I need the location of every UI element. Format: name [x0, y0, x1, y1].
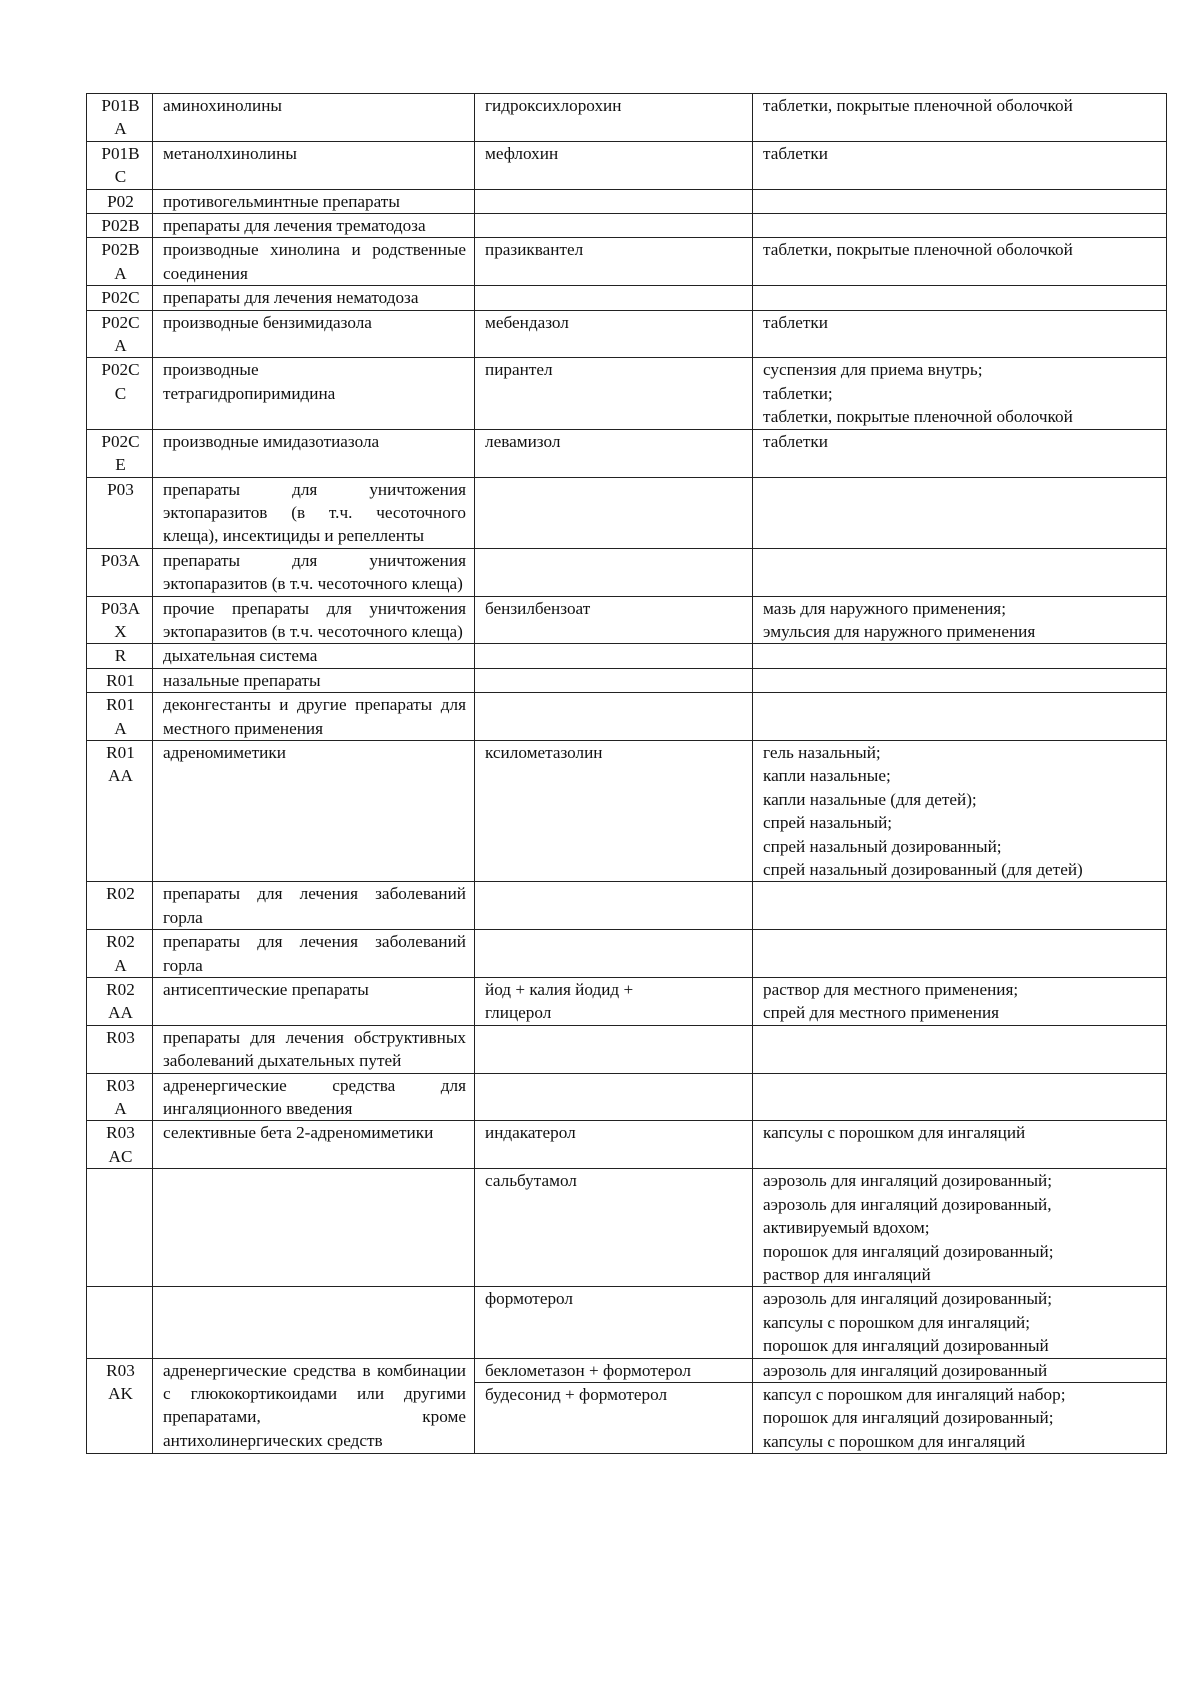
atc-code-cell: P02 — [87, 189, 153, 213]
table-row — [87, 214, 1167, 238]
drug-name-cell — [475, 882, 753, 930]
group-cell: адреномиметики — [153, 740, 475, 881]
dosage-form-cell: аэрозоль для ингаляций дозированный; капсулы с порошком для ингаляций; порошок для ингаляций дозированный — [753, 1287, 1167, 1358]
dosage-form-cell — [753, 693, 1167, 741]
drug-name-cell: индакатерол — [475, 1121, 753, 1169]
atc-code-cell: P02C A — [87, 310, 153, 358]
atc-code-cell: P02B A — [87, 238, 153, 286]
atc-code-cell: R03 — [87, 1025, 153, 1073]
drug-name-cell: мефлохин — [475, 141, 753, 189]
group-cell: производные тетрагидропиримидина — [153, 358, 475, 429]
table-row — [87, 1358, 1167, 1382]
drug-name-cell: бензилбензоат — [475, 596, 753, 644]
table-row — [87, 477, 1167, 548]
group-cell: аминохинолины — [153, 94, 475, 142]
atc-code-cell: R01 A — [87, 693, 153, 741]
drug-name-cell — [475, 548, 753, 596]
dosage-form-cell: капсулы с порошком для ингаляций — [753, 1121, 1167, 1169]
table-row — [87, 882, 1167, 930]
table-row — [87, 1287, 1167, 1358]
dosage-form-cell: таблетки — [753, 310, 1167, 358]
table-row — [87, 668, 1167, 692]
atc-code-cell: P03A — [87, 548, 153, 596]
drug-name-cell — [475, 644, 753, 668]
group-cell: препараты для лечения заболеваний горла — [153, 930, 475, 978]
atc-code-cell: R03 A — [87, 1073, 153, 1121]
drug-name-cell — [475, 214, 753, 238]
drug-name-cell: йод + калия йодид + глицерол — [475, 978, 753, 1026]
atc-code-cell: P03A X — [87, 596, 153, 644]
drug-name-cell: сальбутамол — [475, 1169, 753, 1287]
table-row — [87, 1169, 1167, 1287]
dosage-form-cell: аэрозоль для ингаляций дозированный — [753, 1358, 1167, 1382]
table-row — [87, 358, 1167, 429]
atc-code-cell: R01 — [87, 668, 153, 692]
group-cell: адренергические средства в комбинации с глюкокортикоидами или другими препаратами, кроме антихолинергических средств — [153, 1358, 475, 1454]
atc-code-cell: R02 A — [87, 930, 153, 978]
table-row — [87, 978, 1167, 1026]
drug-name-cell — [475, 1025, 753, 1073]
drug-name-cell: будесонид + формотерол — [475, 1382, 753, 1453]
table-row — [87, 740, 1167, 881]
atc-code-cell: R02 — [87, 882, 153, 930]
group-cell: прочие препараты для уничтожения эктопаразитов (в т.ч. чесоточного клеща) — [153, 596, 475, 644]
group-cell — [153, 1169, 475, 1287]
group-cell: препараты для лечения нематодоза — [153, 286, 475, 310]
table-row — [87, 94, 1167, 142]
group-cell: препараты для лечения заболеваний горла — [153, 882, 475, 930]
group-cell: антисептические препараты — [153, 978, 475, 1026]
dosage-form-cell — [753, 477, 1167, 548]
drug-name-cell — [475, 1073, 753, 1121]
drug-name-cell: мебендазол — [475, 310, 753, 358]
group-cell: производные бензимидазола — [153, 310, 475, 358]
drug-name-cell: ксилометазолин — [475, 740, 753, 881]
drug-name-cell: беклометазон + формотерол — [475, 1358, 753, 1382]
drug-name-cell — [475, 693, 753, 741]
dosage-form-cell — [753, 1025, 1167, 1073]
group-cell: производные имидазотиазола — [153, 429, 475, 477]
dosage-form-cell — [753, 286, 1167, 310]
atc-code-cell: P03 — [87, 477, 153, 548]
table-row — [87, 1121, 1167, 1169]
group-cell: препараты для уничтожения эктопаразитов (в т.ч. чесоточного клеща), инсектициды и репелленты — [153, 477, 475, 548]
dosage-form-cell — [753, 668, 1167, 692]
atc-code-cell: R — [87, 644, 153, 668]
dosage-form-cell — [753, 930, 1167, 978]
dosage-form-cell: таблетки, покрытые пленочной оболочкой — [753, 238, 1167, 286]
table-row — [87, 596, 1167, 644]
dosage-form-cell — [753, 548, 1167, 596]
group-cell: селективные бета 2-адреномиметики — [153, 1121, 475, 1169]
atc-code-cell: R03 AK — [87, 1358, 153, 1454]
group-cell: деконгестанты и другие препараты для местного применения — [153, 693, 475, 741]
atc-code-cell: P01B C — [87, 141, 153, 189]
dosage-form-cell: раствор для местного применения; спрей для местного применения — [753, 978, 1167, 1026]
dosage-form-cell: таблетки — [753, 141, 1167, 189]
atc-code-cell: R01 AA — [87, 740, 153, 881]
dosage-form-cell — [753, 189, 1167, 213]
group-cell: противогельминтные препараты — [153, 189, 475, 213]
drug-name-cell: формотерол — [475, 1287, 753, 1358]
table-row — [87, 286, 1167, 310]
drug-name-cell — [475, 477, 753, 548]
drug-name-cell — [475, 668, 753, 692]
table-row — [87, 141, 1167, 189]
group-cell: дыхательная система — [153, 644, 475, 668]
table-row — [87, 644, 1167, 668]
drug-name-cell: левамизол — [475, 429, 753, 477]
group-cell: препараты для уничтожения эктопаразитов (в т.ч. чесоточного клеща) — [153, 548, 475, 596]
atc-code-cell: P02C C — [87, 358, 153, 429]
table-row — [87, 238, 1167, 286]
group-cell: препараты для лечения трематодоза — [153, 214, 475, 238]
dosage-form-cell: таблетки — [753, 429, 1167, 477]
table-row — [87, 548, 1167, 596]
group-cell — [153, 1287, 475, 1358]
drug-name-cell: гидроксихлорохин — [475, 94, 753, 142]
drug-name-cell — [475, 189, 753, 213]
group-cell: назальные препараты — [153, 668, 475, 692]
drug-name-cell — [475, 286, 753, 310]
dosage-form-cell — [753, 882, 1167, 930]
table-row — [87, 693, 1167, 741]
drug-name-cell — [475, 930, 753, 978]
table-row — [87, 1073, 1167, 1121]
table-row — [87, 189, 1167, 213]
atc-code-cell — [87, 1169, 153, 1287]
atc-code-cell: P02B — [87, 214, 153, 238]
dosage-form-cell: гель назальный; капли назальные; капли назальные (для детей); спрей назальный; спрей назальный дозированный; спрей назальный дозированный (для детей) — [753, 740, 1167, 881]
dosage-form-cell: суспензия для приема внутрь; таблетки; таблетки, покрытые пленочной оболочкой — [753, 358, 1167, 429]
atc-code-cell: R03 AC — [87, 1121, 153, 1169]
drug-name-cell: пирантел — [475, 358, 753, 429]
dosage-form-cell: капсул с порошком для ингаляций набор; порошок для ингаляций дозированный; капсулы с порошком для ингаляций — [753, 1382, 1167, 1453]
table-body — [87, 94, 1167, 1454]
dosage-form-cell: таблетки, покрытые пленочной оболочкой — [753, 94, 1167, 142]
dosage-form-cell — [753, 1073, 1167, 1121]
dosage-form-cell — [753, 214, 1167, 238]
atc-code-cell: P02C E — [87, 429, 153, 477]
group-cell: адренергические средства для ингаляционного введения — [153, 1073, 475, 1121]
group-cell: производные хинолина и родственные соединения — [153, 238, 475, 286]
atc-code-cell: P02C — [87, 286, 153, 310]
dosage-form-cell — [753, 644, 1167, 668]
group-cell: метанолхинолины — [153, 141, 475, 189]
atc-code-cell: P01B A — [87, 94, 153, 142]
table-row — [87, 1025, 1167, 1073]
atc-code-cell: R02 AA — [87, 978, 153, 1026]
drug-name-cell: празиквантел — [475, 238, 753, 286]
drug-table — [86, 93, 1167, 1454]
table-row — [87, 429, 1167, 477]
table-row — [87, 310, 1167, 358]
atc-code-cell — [87, 1287, 153, 1358]
dosage-form-cell: мазь для наружного применения; эмульсия для наружного применения — [753, 596, 1167, 644]
group-cell: препараты для лечения обструктивных заболеваний дыхательных путей — [153, 1025, 475, 1073]
dosage-form-cell: аэрозоль для ингаляций дозированный; аэрозоль для ингаляций дозированный, активируемый вдохом; порошок для ингаляций дозированный; раствор для ингаляций — [753, 1169, 1167, 1287]
table-row — [87, 930, 1167, 978]
